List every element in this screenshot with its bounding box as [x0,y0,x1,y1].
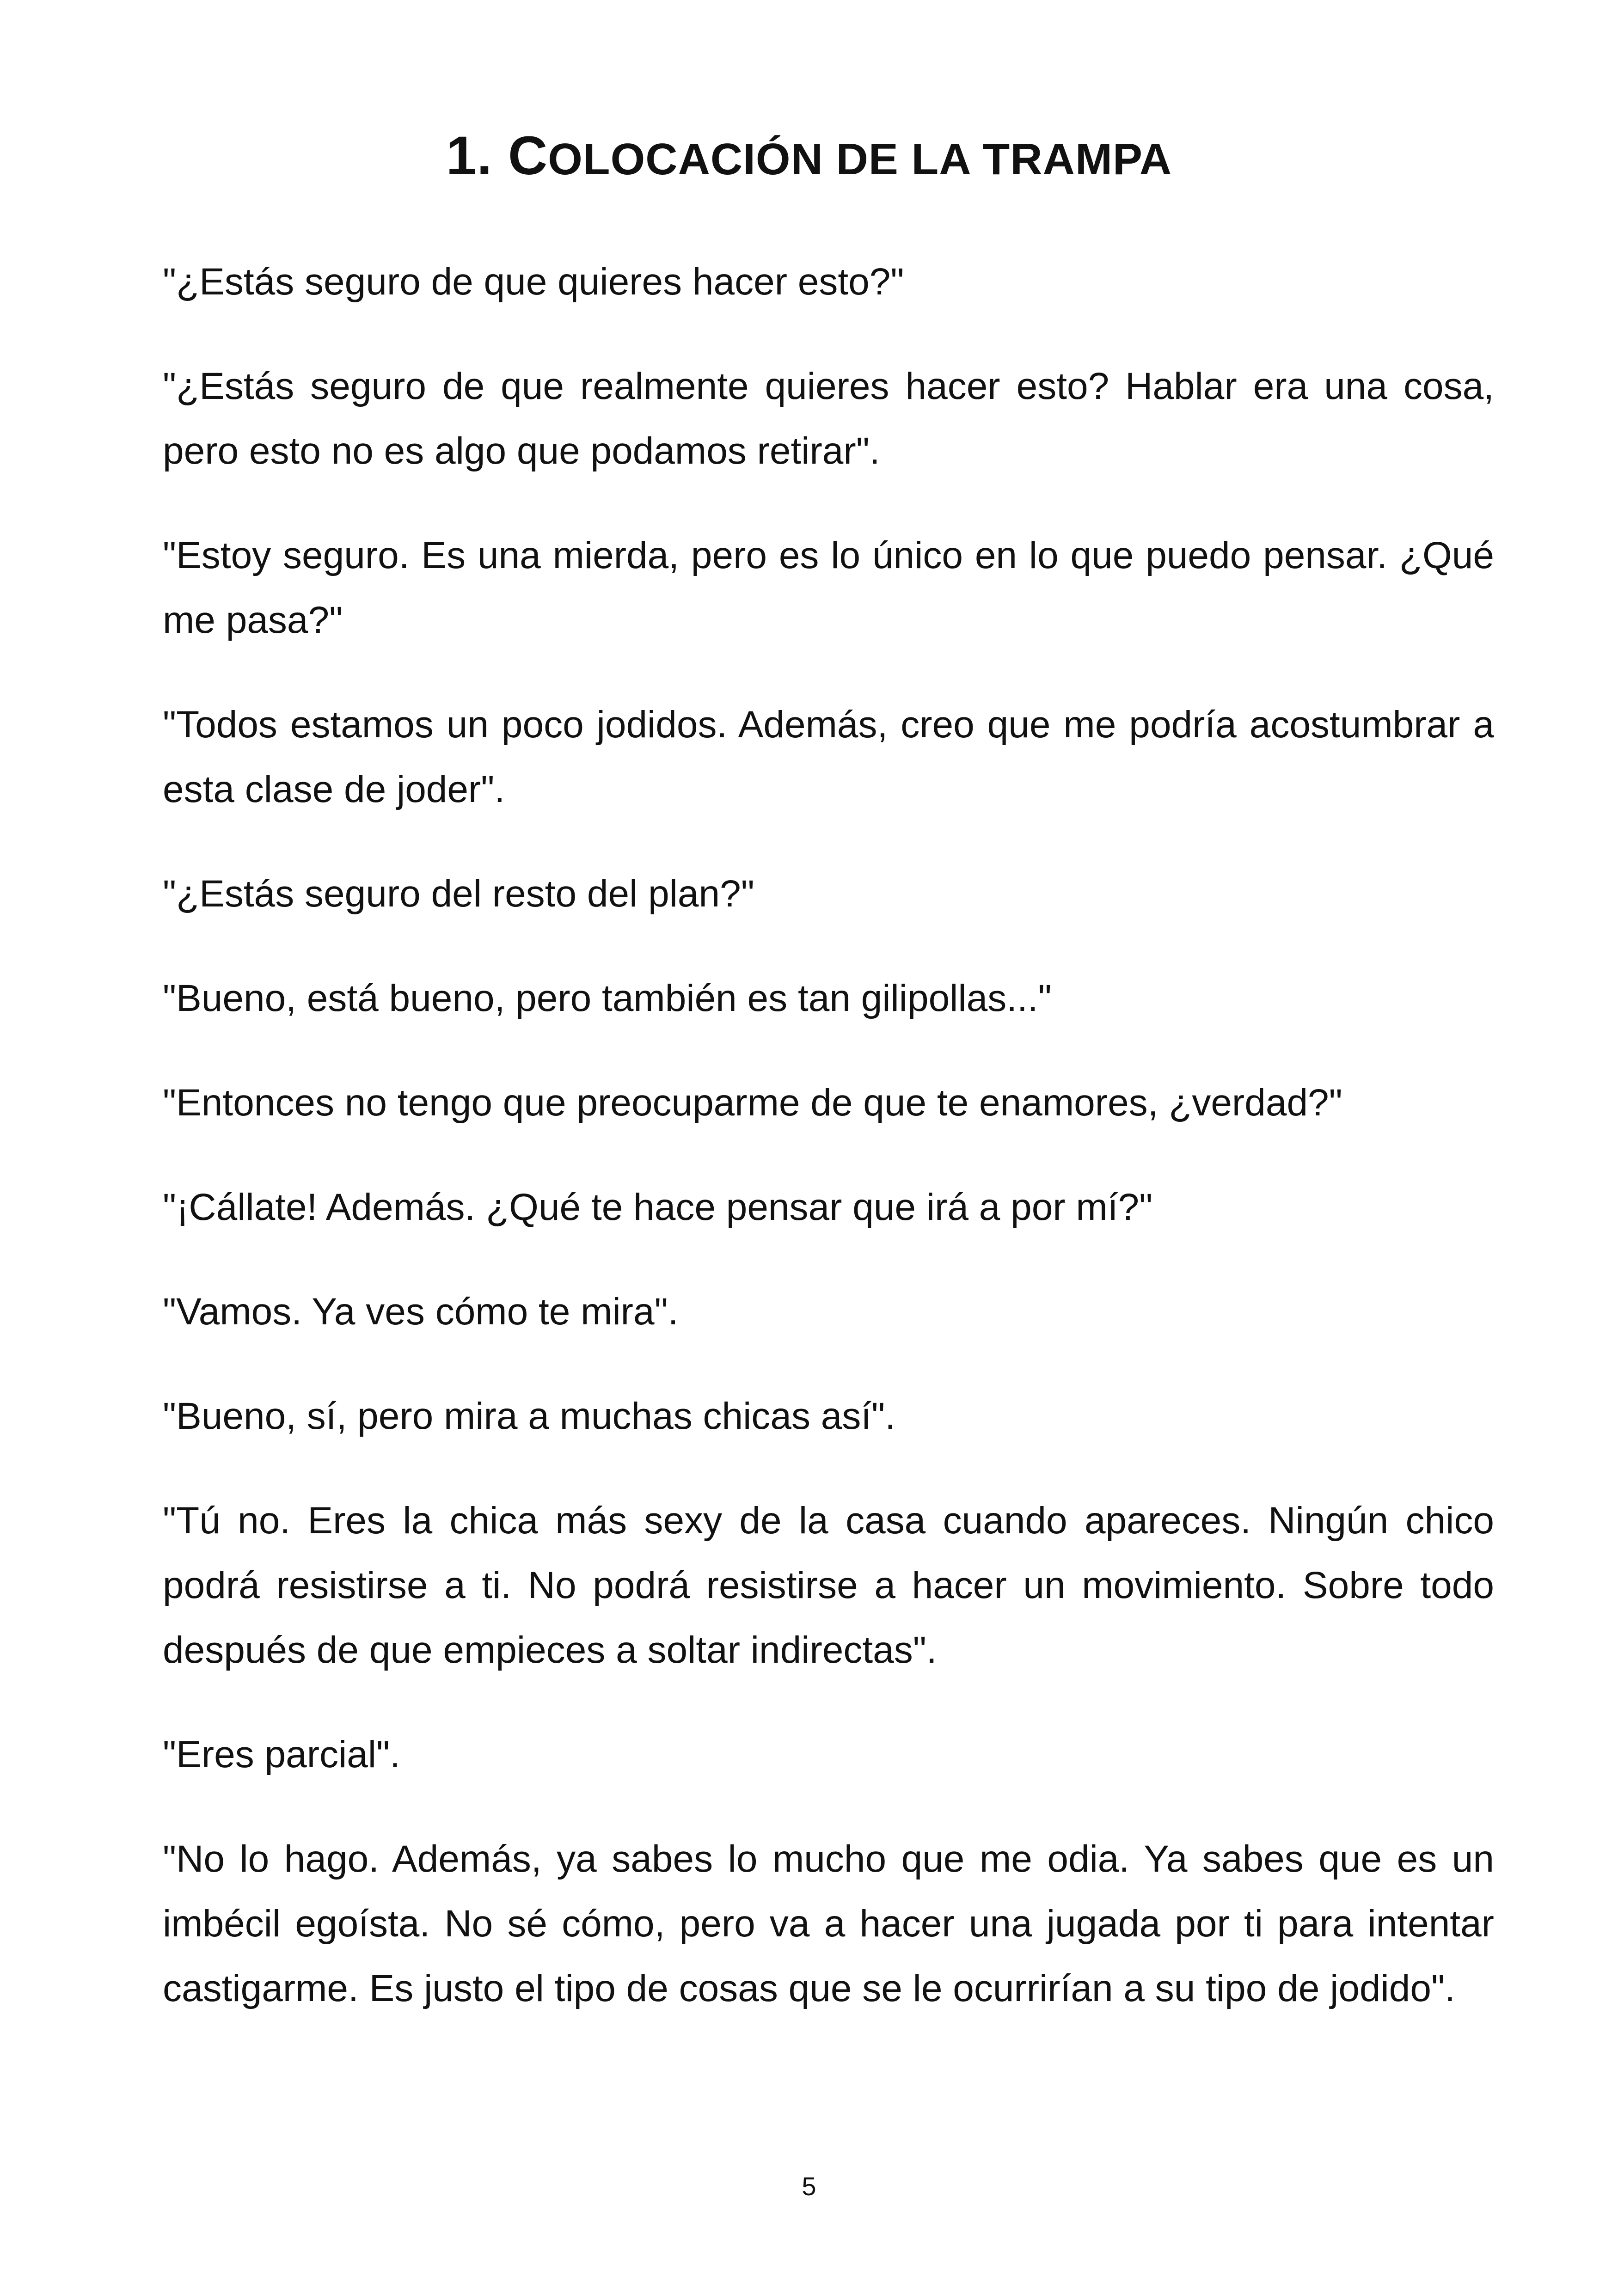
paragraph: "Vamos. Ya ves cómo te mira". [163,1291,679,1333]
paragraph: "Estoy seguro. Es una mierda, pero es lo único en lo que puedo pensar. ¿Qué me pasa?" [163,534,1494,641]
page-number: 5 [802,2172,816,2201]
chapter-title [0,121,1618,194]
chapter-number: 1. [446,125,493,186]
paragraph: "¡Cállate! Además. ¿Qué te hace pensar que irá a por mí?" [163,1186,1153,1228]
paragraph: "¿Estás seguro del resto del plan?" [163,873,754,915]
paragraph: "¿Estás seguro de que quieres hacer esto?" [163,261,904,303]
paragraph: "No lo hago. Además, ya sabes lo mucho que me odia. Ya sabes que es un imbécil egoísta. No sé cómo, pero va a hacer una jugada por ti para intentar castigarme. Es justo el tipo de cosas que se le ocurrirían a su tipo de jodido". [163,1838,1494,2009]
chapter-title-initial: C [508,125,548,186]
chapter-body [163,250,1494,2021]
paragraph: "Todos estamos un poco jodidos. Además, creo que me podría acostumbrar a esta clase de joder". [163,704,1494,810]
paragraph: "Eres parcial". [163,1733,400,1776]
paragraph: "¿Estás seguro de que realmente quieres hacer esto? Hablar era una cosa, pero esto no es algo que podamos retirar". [163,365,1494,472]
chapter-title-rest: OLOCACIÓN DE LA TRAMPA [548,135,1172,184]
paragraph: "Bueno, está bueno, pero también es tan gilipollas..." [163,977,1052,1019]
paragraph: "Entonces no tengo que preocuparme de que te enamores, ¿verdad?" [163,1082,1342,1124]
paragraph: "Bueno, sí, pero mira a muchas chicas así". [163,1395,896,1437]
paragraph: "Tú no. Eres la chica más sexy de la casa cuando apareces. Ningún chico podrá resistirse a ti. No podrá resistirse a hacer un movimiento. Sobre todo después de que empieces a soltar indirectas". [163,1500,1494,1671]
